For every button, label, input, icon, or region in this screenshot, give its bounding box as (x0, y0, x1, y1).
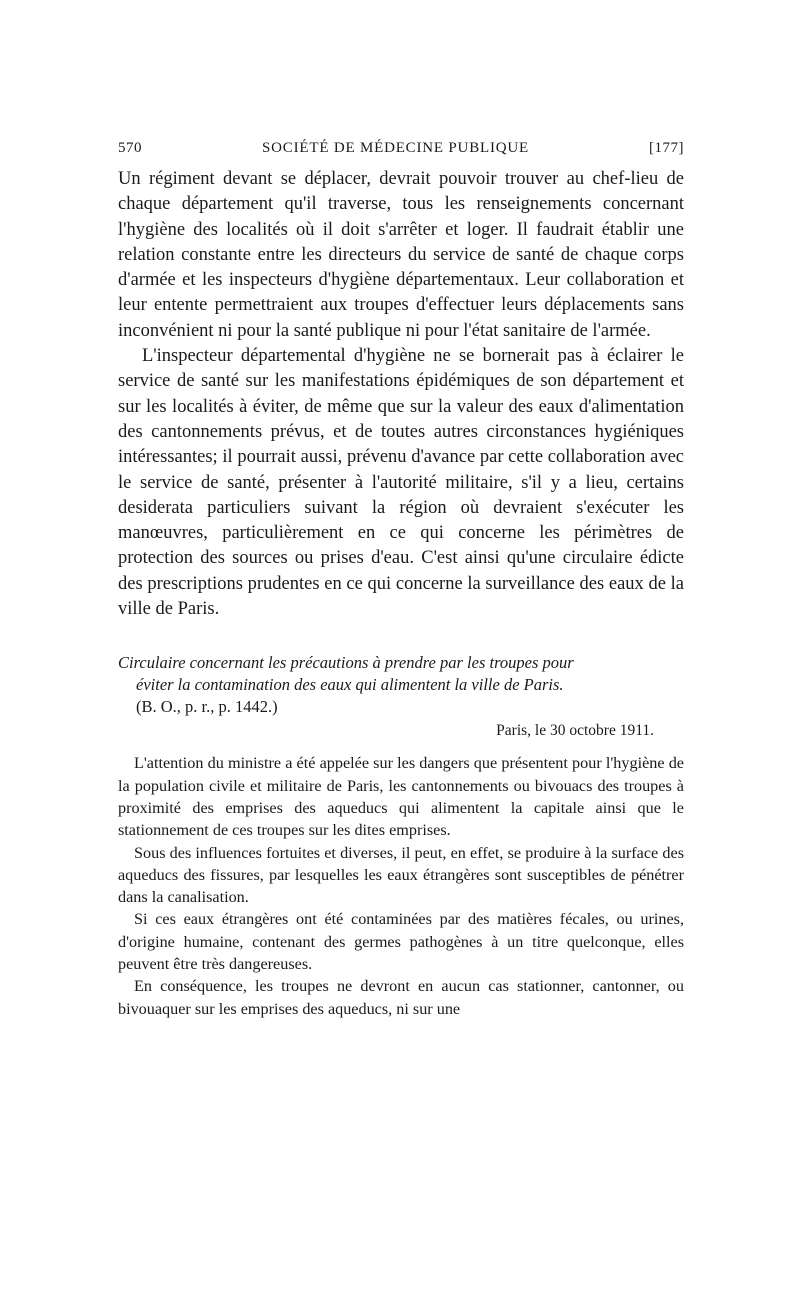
circular-paragraph-2: Sous des influences fortuites et diverses, il peut, en effet, se produire à la surface des aqueducs des fissures, par lesquelles les eaux étrangères sont susceptibles de pénétrer dans la canalisation. (118, 843, 684, 907)
page-number: 570 (118, 140, 142, 156)
document-page (118, 140, 684, 1020)
circular-paragraph-4: En conséquence, les troupes ne devront en aucun cas stationner, cantonner, ou bivouaquer sur les emprises des aqueducs, ni sur une (118, 977, 684, 1018)
bracket-page-number: [177] (649, 140, 684, 156)
bulletin-reference: (B. O., p. r., p. 1442.) (136, 697, 278, 717)
circular-title (118, 652, 684, 696)
circular-paragraph-1: L'attention du ministre a été appelée sur les dangers que présentent pour l'hygiène de la population civile et militaire de Paris, les cantonnements ou bivouacs des troupes à proximité des emprises des aqueducs qui alimentent la capitale ainsi que le stationnement de ces troupes sur les dites emprises. (118, 754, 684, 840)
dateline: Paris, le 30 octobre 1911. (496, 722, 654, 740)
running-header (118, 140, 684, 157)
circular-title-line-2: éviter la contamination des eaux qui alimentent la ville de Paris. (136, 675, 564, 695)
circular-title-line-1: Circulaire concernant les précautions à prendre par les troupes pour (118, 653, 574, 673)
running-title: SOCIÉTÉ DE MÉDECINE PUBLIQUE (262, 140, 529, 156)
paragraph-2: L'inspecteur départemental d'hygiène ne se bornerait pas à éclairer le service de santé sur les manifestations épidémiques de son département et sur les localités à éviter, de même que sur la valeur des eaux d'alimentation des cantonnements prévus, et de toutes autres circonstances hygiéniques intéressantes; il pourrait aussi, prévenu d'avance par cette collaboration avec le service de santé, présenter à l'autorité militaire, s'il y a lieu, certains desiderata particuliers suivant la région où devraient s'exécuter les manœuvres, particulièrement en ce qui concerne les périmètres de protection des sources ou prises d'eau. C'est ainsi qu'une circulaire édicte des prescriptions prudentes en ce qui concerne la surveillance des eaux de la ville de Paris. (118, 346, 684, 620)
paragraph-1: Un régiment devant se déplacer, devrait pouvoir trouver au chef-lieu de chaque département qu'il traverse, tous les renseignements concernant l'hygiène des localités où il doit s'arrêter et loger. Il faudrait établir une relation constante entre les directeurs du service de santé de chaque corps d'armée et les inspecteurs d'hygiène départementaux. Leur collaboration et leur entente permettraient aux troupes d'effectuer leurs déplacements sans inconvénient ni pour la santé publique ni pour l'état sanitaire de l'armée. (118, 169, 684, 341)
circular-paragraph-3: Si ces eaux étrangères ont été contaminées par des matières fécales, ou urines, d'origine humaine, contenant des germes pathogènes à un titre quelconque, elles peuvent être très dangereuses. (118, 910, 684, 974)
